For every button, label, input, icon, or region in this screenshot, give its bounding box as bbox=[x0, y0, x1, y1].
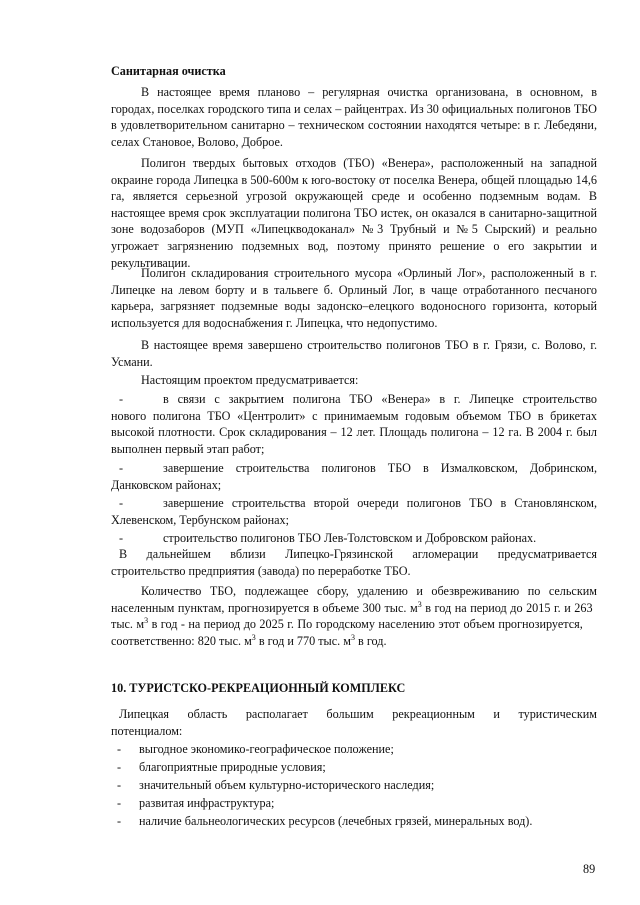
list-dash: - bbox=[117, 796, 122, 810]
paragraph-line: используется для водоснабжения г. Липецка, что недопустимо. bbox=[111, 315, 438, 330]
list-item-planned-3 bbox=[111, 495, 597, 528]
list-item-line: в связи с закрытием полигона ТБО «Венера» в г. Липецке строительство bbox=[163, 392, 597, 406]
list-item-line: Хлевенском, Тербунском районах; bbox=[111, 512, 289, 527]
list-item-planned-4 bbox=[111, 530, 597, 547]
section-heading-sanitary bbox=[111, 63, 597, 80]
paragraph-sanitary-3 bbox=[111, 265, 597, 331]
paragraph-line: в удовлетворительном санитарно – техническом состоянии находятся четыре: в г. Лебедяни, bbox=[111, 118, 597, 133]
list-dash: - bbox=[119, 496, 124, 510]
heading-text: 10. ТУРИСТСКО-РЕКРЕАЦИОННЫЙ КОМПЛЕКС bbox=[111, 681, 406, 695]
paragraph-tourism-intro bbox=[111, 706, 597, 739]
text-run: в год. bbox=[354, 633, 387, 648]
paragraph-line: рекультивации. bbox=[111, 255, 191, 270]
page-number: 89 bbox=[583, 862, 596, 876]
paragraph-line: строительство предприятия (завода) по переработке ТБО. bbox=[111, 563, 411, 578]
heading-text: Санитарная очистка bbox=[111, 64, 226, 78]
paragraph-line: карьера, загрязняет подземные воды задонско–елецкого водоносного горизонта, который bbox=[111, 299, 597, 314]
paragraph-line: В настоящее время планово – регулярная очистка организована, в основном, в bbox=[141, 85, 597, 99]
list-item-line: завершение строительства второй очереди полигонов ТБО в Становлянском, bbox=[163, 496, 597, 510]
list-item-line: строительство полигонов ТБО Лев-Толстовском и Добровском районах. bbox=[163, 531, 537, 545]
paragraph-line: селах Становое, Волово, Доброе. bbox=[111, 134, 283, 149]
section-heading-tourism bbox=[111, 680, 597, 697]
list-item-text: значительный объем культурно-исторического наследия; bbox=[139, 778, 435, 792]
superscript: 3 bbox=[350, 632, 355, 642]
list-item-line: завершение строительства полигонов ТБО в Измалковском, Добринском, bbox=[163, 461, 597, 475]
paragraph-line: Полигон складирования строительного мусора «Орлиный Лог», расположенный в г. bbox=[141, 266, 597, 280]
list-dash: - bbox=[119, 531, 124, 545]
paragraph-sanitary-4 bbox=[111, 337, 597, 370]
paragraph-line: угрожает загрязнению подземных вод, поэтому принято решение о его закрытии и bbox=[111, 238, 597, 253]
paragraph-line: В дальнейшем вблизи Липецко-Грязинской агломерации предусматривается bbox=[119, 547, 597, 561]
text-run: в год и 770 тыс. м bbox=[255, 633, 351, 648]
list-dash: - bbox=[119, 461, 124, 475]
text-run: в год на период до 2015 г. и 263 bbox=[421, 600, 593, 615]
paragraph-line: Усмани. bbox=[111, 354, 153, 369]
list-item-text: развитая инфраструктура; bbox=[139, 796, 275, 810]
list-item-text: благоприятные природные условия; bbox=[139, 760, 326, 774]
paragraph-line: зоне водозаборов (МУП «Липецкводоканал» №3 Трубный и №5 Сырский) и реально bbox=[111, 222, 597, 237]
list-item-planned-2 bbox=[111, 460, 597, 493]
paragraph-line: потенциалом: bbox=[111, 723, 183, 738]
list-dash: - bbox=[117, 760, 122, 774]
paragraph-sanitary-6 bbox=[111, 546, 597, 579]
paragraph-line: га, является серьезной угрозой окружающей среде и особенно подземным водам. В bbox=[111, 189, 597, 204]
superscript: 3 bbox=[144, 616, 149, 626]
paragraph-sanitary-7 bbox=[111, 583, 597, 649]
paragraph-sanitary-1 bbox=[111, 84, 597, 150]
list-item-line: Данковском районах; bbox=[111, 477, 222, 492]
paragraph-line: Настоящим проектом предусматривается: bbox=[141, 373, 359, 387]
paragraph-sanitary-2 bbox=[111, 155, 597, 271]
paragraph-line: Липецке на левом борту и в тальвеге б. Орлиный Лог, в чаще отработанного песчаного bbox=[111, 282, 597, 297]
paragraph-line: Количество ТБО, подлежащее сбору, удалению и обезвреживанию по сельским bbox=[141, 584, 597, 598]
paragraph-line: городах, поселках городского типа и селах – райцентрах. Из 30 официальных полигонов ТБО bbox=[111, 101, 597, 116]
paragraph-line: В настоящее время завершено строительство полигонов ТБО в г. Грязи, с. Волово, г. bbox=[141, 338, 597, 352]
paragraph-line: окраине города Липецка в 500-600м к юго-востоку от поселка Венера, общей площадью 14,6 bbox=[111, 172, 597, 187]
text-run: населенным пунктам, прогнозируется в объеме 300 тыс. м bbox=[111, 600, 418, 615]
list-item-text: наличие бальнеологических ресурсов (лечебных грязей, минеральных вод). bbox=[139, 814, 533, 828]
paragraph-line: настоящее время срок эксплуатации полигона ТБО истек, он оказался в санитарно-защитной bbox=[111, 205, 597, 220]
paragraph-line bbox=[111, 633, 597, 650]
list-dash: - bbox=[117, 778, 122, 792]
list-dash: - bbox=[117, 742, 122, 756]
list-item-planned-1 bbox=[111, 391, 597, 457]
paragraph-line: Полигон твердых бытовых отходов (ТБО) «Венера», расположенный на западной bbox=[141, 156, 597, 170]
text-run: тыс. м bbox=[111, 617, 145, 632]
list-item-text: выгодное экономико-географическое положение; bbox=[139, 742, 394, 756]
list-item-line: выполнен первый этап работ; bbox=[111, 441, 265, 456]
list-item-line: высокой плотности. Срок складирования – 12 лет. Площадь полигона – 12 га. В 2004 г. был bbox=[111, 425, 597, 440]
superscript: 3 bbox=[417, 599, 422, 609]
text-run: соответственно: 820 тыс. м bbox=[111, 633, 252, 648]
paragraph-line: Липецкая область располагает большим рекреационным и туристическим bbox=[119, 707, 597, 721]
list-item-line: нового полигона ТБО «Центролит» с принимаемым годовым объемом ТБО в брикетах bbox=[111, 408, 597, 423]
text-run: в год - на период до 2025 г. По городскому населению этот объем прогнозируется, bbox=[148, 617, 583, 632]
paragraph-line bbox=[111, 616, 597, 633]
list-dash: - bbox=[117, 814, 122, 828]
paragraph-line bbox=[111, 600, 597, 617]
list-dash: - bbox=[119, 392, 124, 406]
superscript: 3 bbox=[251, 632, 256, 642]
paragraph-sanitary-5 bbox=[111, 372, 597, 389]
